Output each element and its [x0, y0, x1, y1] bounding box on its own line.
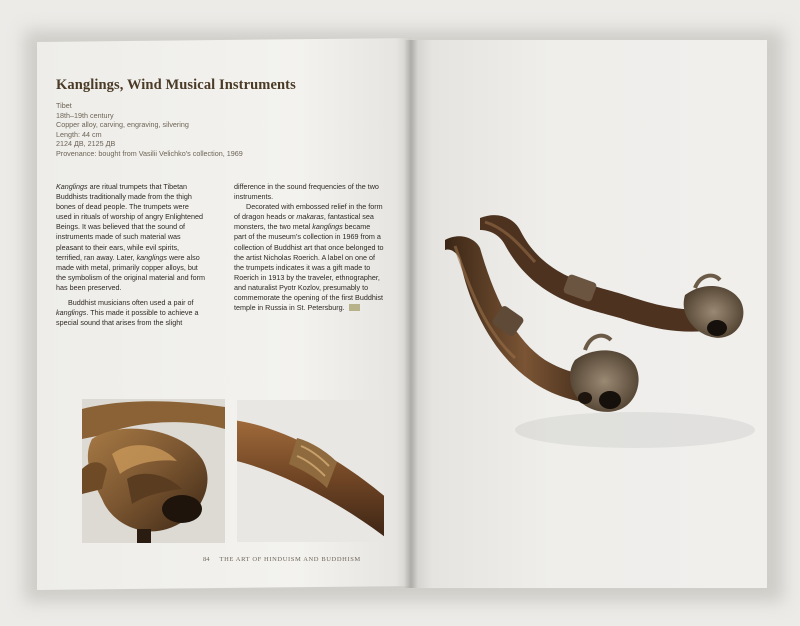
- body-column-1: [56, 182, 206, 328]
- text: became part of the museum’s collection in 1969 from a collection of Buddhist art that once belonged to the artist Nicholas Roerich. A label on one of the trumpets indicates it was a gift made to Roerich in 1913 by the traveler, ethnographer, and naturalist Pyotr Kozlov, presumably to commemorate the opening of the first Buddhist temple in Russia in St. Petersburg.: [234, 222, 384, 313]
- provenance: Provenance: bought from Vasilii Velichko’s collection, 1969: [56, 148, 243, 158]
- tube-band-illustration: [237, 400, 384, 542]
- object-details: [56, 101, 243, 159]
- end-mark-icon: [349, 304, 360, 311]
- term: makaras: [296, 212, 324, 222]
- date: 18th–19th century: [56, 110, 114, 120]
- text: Decorated with embossed relief in the form of dragon heads or: [234, 202, 383, 222]
- main-photo-kanglings: [425, 200, 755, 470]
- text: . This made it possible to achieve a special sound that arises from the slight: [56, 308, 199, 328]
- paragraph: [234, 202, 384, 313]
- body-column-2: [234, 182, 384, 313]
- text: are ritual trumpets that Tibetan Buddhists traditionally made from the thigh bones of dead people. The trumpets were used in rituals of worship of angry Enlightened Beings. It was believed that the sound of instruments made of such material was pleasant to their ears, while evil spirits, terrified, ran away. Later,: [56, 182, 204, 262]
- page-footer: [203, 556, 361, 563]
- term: kanglings: [312, 222, 343, 232]
- text: , fantastical sea monsters, the two metal: [234, 212, 374, 232]
- book-spine: [404, 40, 418, 588]
- term: kanglings: [56, 308, 87, 318]
- paragraph: difference in the sound frequencies of the two instruments.: [234, 182, 379, 202]
- kanglings-illustration: [425, 200, 755, 470]
- detail-photo-tube-band: [237, 400, 384, 542]
- text: Buddhist musicians often used a pair of: [68, 298, 194, 308]
- paragraph: [56, 182, 206, 293]
- dragon-head-illustration: [82, 399, 225, 543]
- inventory-numbers: 2124 ДВ, 2125 ДВ: [56, 139, 116, 149]
- paragraph: [56, 298, 206, 328]
- text: were also made with metal, primarily copper alloys, but the symbolism of the original material and form has been preserved.: [56, 252, 206, 292]
- term: Kanglings: [56, 182, 88, 191]
- article-title: Kanglings, Wind Musical Instruments: [56, 77, 296, 93]
- term: kanglings: [136, 252, 167, 262]
- running-title: THE ART OF HINDUISM AND BUDDHISM: [219, 556, 361, 563]
- length: Length: 44 cm: [56, 129, 102, 139]
- detail-photo-dragon-head: [82, 399, 225, 543]
- page-number: 84: [203, 556, 210, 563]
- origin: Tibet: [56, 101, 72, 110]
- materials: Copper alloy, carving, engraving, silvering: [56, 120, 189, 130]
